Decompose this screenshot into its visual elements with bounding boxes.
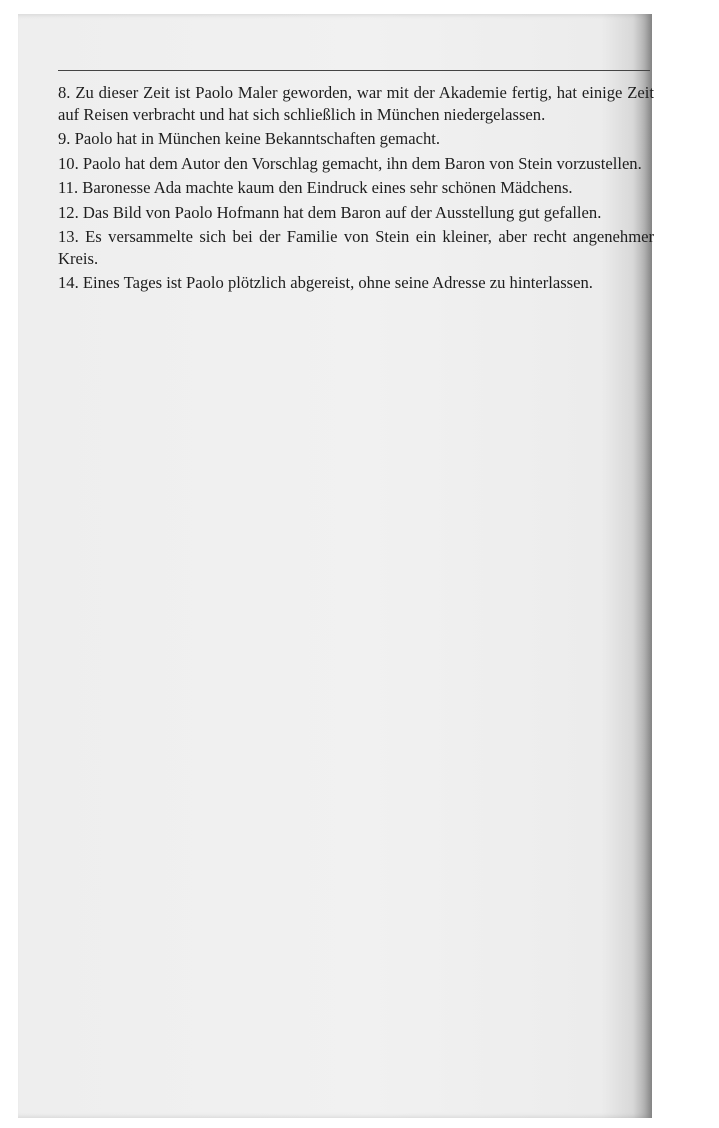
statement-13: 13. Es versammelte sich bei der Familie von Stein ein kleiner, aber recht angenehmer Kreis.: [58, 227, 654, 268]
statement-list: [58, 82, 654, 297]
statement-9: 9. Paolo hat in München keine Bekanntschaften gemacht.: [58, 129, 441, 148]
statement-14: 14. Eines Tages ist Paolo plötzlich abgereist, ohne seine Adresse zu hinterlassen.: [58, 273, 593, 292]
statement-11: 11. Baronesse Ada machte kaum den Eindruck eines sehr schönen Mädchens.: [58, 178, 573, 197]
top-rule: [58, 70, 650, 71]
book-page: [18, 14, 652, 1118]
statement-8: 8. Zu dieser Zeit ist Paolo Maler geworden, war mit der Akademie fertig, hat einige Zeit auf Reisen verbracht und hat sich schließlich in München niedergelassen.: [58, 83, 654, 124]
statement-10: 10. Paolo hat dem Autor den Vorschlag gemacht, ihn dem Baron von Stein vorzustellen.: [58, 153, 642, 173]
statement-12: 12. Das Bild von Paolo Hofmann hat dem Baron auf der Ausstellung gut gefallen.: [58, 202, 602, 222]
